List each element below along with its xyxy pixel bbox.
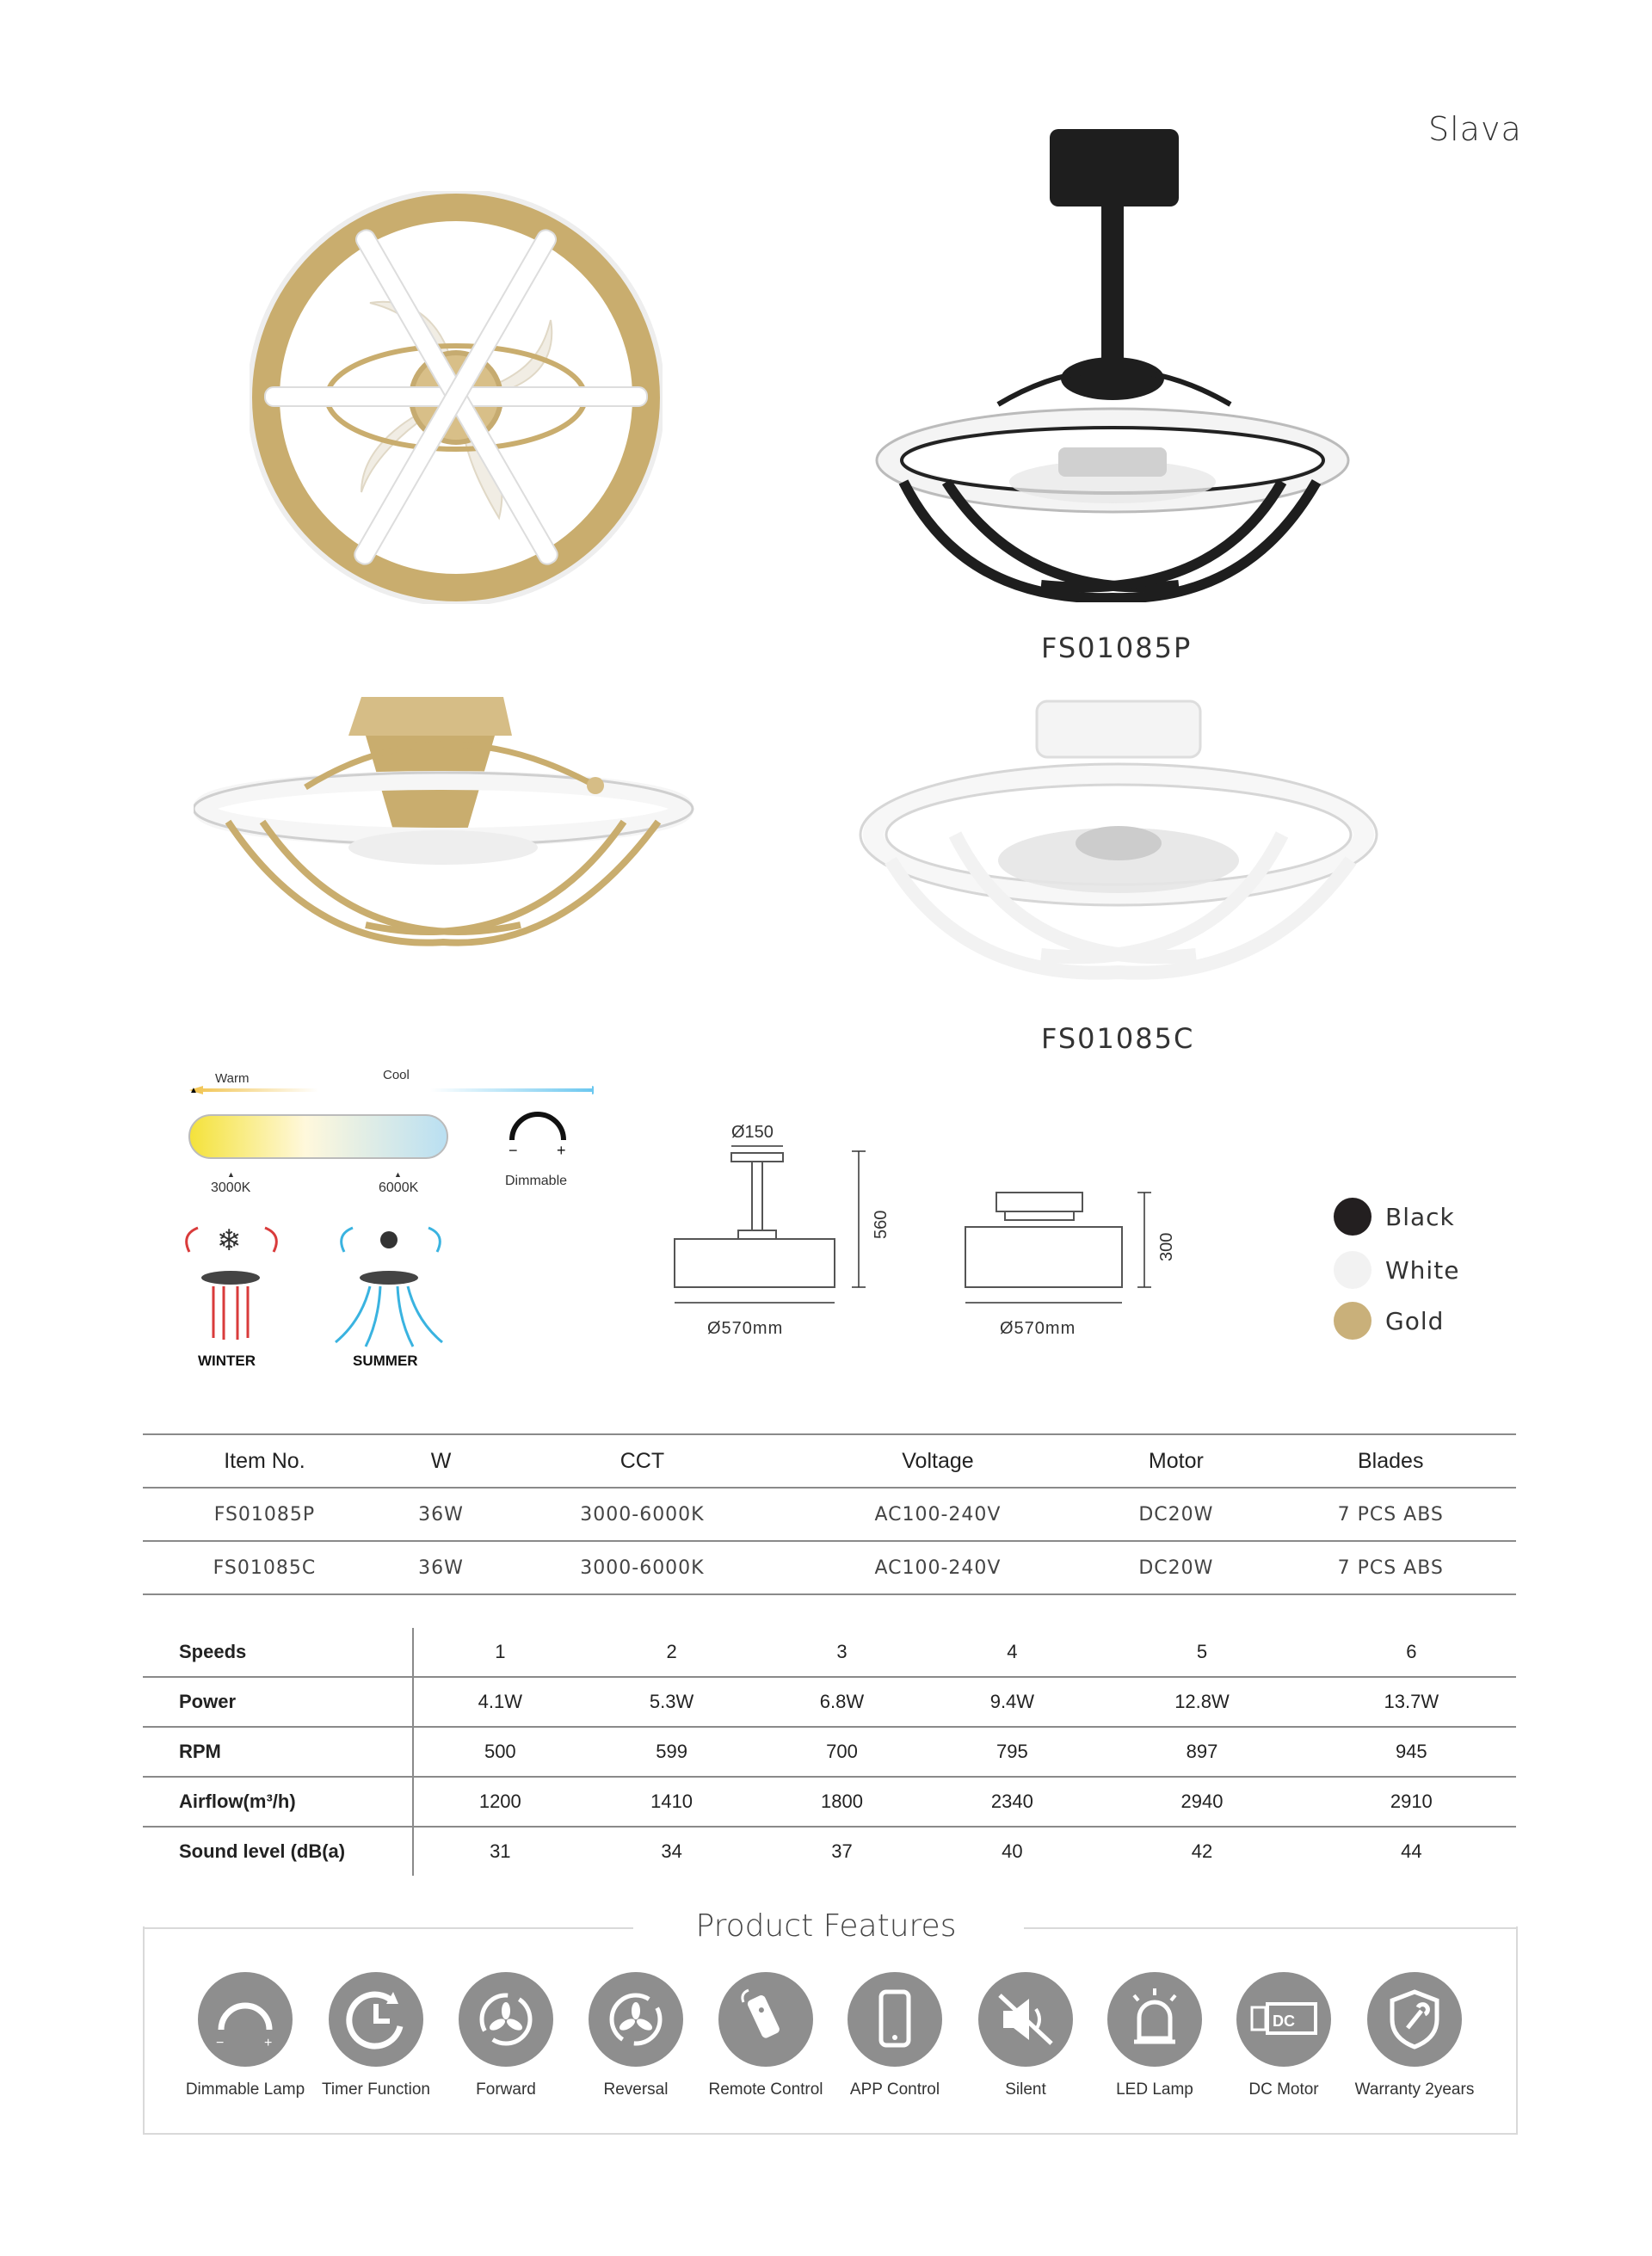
silent-icon [991,1985,1060,2054]
svg-text:❄: ❄ [217,1224,242,1257]
svg-text:−: − [509,1142,518,1159]
row-label: Airflow(m³/h) [143,1777,413,1827]
row-label: Speeds [143,1628,413,1677]
feature-label: LED Lamp [1116,2080,1193,2099]
dimmable-label: Dimmable [505,1174,568,1188]
feature-label: Silent [1005,2080,1046,2099]
row-label: Power [143,1677,413,1727]
winter-mode-icon [172,1217,293,1372]
table-cell: 13.7W [1307,1677,1516,1727]
led-icon [1120,1985,1189,2054]
table-cell: 945 [1307,1727,1516,1777]
page-title: Slava [1428,110,1522,148]
table-cell: FS01085C [143,1541,386,1594]
ceiling-dimension-drawing [955,1179,1196,1359]
remote-icon [731,1985,800,2054]
pendant-diameter-dimension: Ø570mm [707,1319,784,1338]
feature-label: APP Control [849,2080,940,2099]
table-cell: 3 [836,1641,848,1662]
color-name: White [1385,1255,1460,1285]
timer-icon [342,1985,410,2054]
header-item-no: Item No. [143,1434,386,1488]
feature-label: Warranty 2years [1354,2080,1475,2099]
table-cell: 7 PCS ABS [1265,1488,1516,1541]
summer-label: SUMMER [353,1353,418,1369]
forward-icon [472,1985,540,2054]
table-cell: 44 [1307,1827,1516,1876]
ceiling-height-dimension: 300 [1157,1232,1176,1261]
table-cell: 5 [1196,1641,1208,1662]
table-cell: 1 [495,1641,506,1662]
table-cell: 897 [1097,1727,1306,1777]
table-cell: 34 [587,1827,757,1876]
table-cell: 599 [587,1727,757,1777]
header-voltage: Voltage [789,1434,1088,1488]
table-cell: 2910 [1307,1777,1516,1827]
feature-label: Remote Control [708,2080,823,2099]
black-pendant-fan-image [869,120,1368,602]
header-motor: Motor [1087,1434,1265,1488]
feature-label: Timer Function [322,2080,430,2099]
table-cell: 1200 [413,1777,587,1827]
table-cell: 31 [413,1827,587,1876]
table-row [143,1827,1516,1876]
gold-fan-top-view-image [250,191,663,604]
table-cell: 42 [1097,1827,1306,1876]
table-cell: 1800 [757,1777,928,1827]
features-title: Product Features [695,1908,957,1944]
header-w: W [386,1434,496,1488]
table-row [143,1488,1516,1541]
color-swatch [1334,1198,1372,1236]
feature-warranty [1346,1972,1483,2099]
feature-forward [437,1972,575,2099]
feature-dimmable-lamp [176,1972,314,2099]
spec-table-header [143,1434,1516,1488]
color-option-white [1334,1251,1459,1289]
table-cell: FS01085P [143,1488,386,1541]
color-name: Black [1385,1202,1455,1231]
summer-mode-icon [327,1217,456,1372]
table-cell: 1410 [587,1777,757,1827]
dc-motor-icon [1245,1985,1322,2054]
table-cell: 4 [1007,1641,1018,1662]
dc-badge-text: DC [1273,2013,1295,2030]
ceiling-diameter-dimension: Ø570mm [1000,1319,1076,1338]
table-cell: 795 [927,1727,1097,1777]
table-cell: 700 [757,1727,928,1777]
phone-icon [860,1985,929,2054]
color-name: Gold [1385,1306,1445,1335]
model-label-p: FS01085P [1041,632,1193,664]
table-cell: 5.3W [587,1677,757,1727]
table-cell: 6 [1406,1641,1417,1662]
color-swatch [1334,1302,1372,1340]
cct-cool-label: Cool [383,1068,410,1082]
table-cell: AC100-240V [789,1488,1088,1541]
feature-dc-motor [1215,1972,1353,2099]
color-swatch [1334,1251,1372,1289]
feature-app-control [826,1972,964,2099]
svg-text:−: − [216,2036,225,2050]
feature-silent [957,1972,1094,2099]
table-cell: 40 [927,1827,1097,1876]
table-cell: 6.8W [757,1677,928,1727]
cct-min-label: 3000K [211,1180,251,1195]
svg-text:▲: ▲ [189,1086,198,1095]
feature-reversal [567,1972,705,2099]
winter-label: WINTER [198,1353,256,1369]
table-cell: 36W [386,1541,496,1594]
table-cell: 7 PCS ABS [1265,1541,1516,1594]
color-option-gold [1334,1302,1444,1340]
table-cell: 2 [666,1641,677,1662]
svg-text:▲: ▲ [394,1170,402,1179]
cct-max-label: 6000K [379,1180,419,1195]
table-cell: DC20W [1087,1541,1265,1594]
feature-label: Dimmable Lamp [185,2080,305,2099]
dimmable-lamp-icon [211,1985,280,2054]
pendant-canopy-dimension: Ø150 [731,1123,774,1142]
table-row [143,1777,1516,1827]
table-cell: 3000-6000K [496,1541,788,1594]
table-cell: 36W [386,1488,496,1541]
table-cell: 3000-6000K [496,1488,788,1541]
gold-ceiling-fan-image [194,684,710,959]
table-cell: 500 [413,1727,587,1777]
header-blades: Blades [1265,1434,1516,1488]
feature-led-lamp [1086,1972,1224,2099]
speed-table [143,1628,1516,1876]
row-label: Sound level (dB(a) [143,1827,413,1876]
svg-text:+: + [557,1142,566,1159]
feature-label: Forward [476,2080,536,2099]
spec-table [143,1433,1516,1595]
cct-warm-label: Warm [215,1071,250,1086]
table-cell: AC100-240V [789,1541,1088,1594]
table-cell: 2940 [1097,1777,1306,1827]
pendant-height-dimension: 560 [872,1210,891,1239]
feature-timer [307,1972,445,2099]
warranty-icon [1380,1985,1449,2054]
table-row [143,1541,1516,1594]
table-cell: 4.1W [413,1677,587,1727]
table-cell: 2340 [927,1777,1097,1827]
table-cell: DC20W [1087,1488,1265,1541]
row-label: RPM [143,1727,413,1777]
reversal-icon [601,1985,670,2054]
table-cell: 37 [757,1827,928,1876]
feature-label: DC Motor [1248,2080,1319,2099]
model-label-c: FS01085C [1041,1022,1195,1055]
feature-remote-control [697,1972,835,2099]
table-row [143,1677,1516,1727]
table-row [143,1628,1516,1677]
table-cell: 9.4W [927,1677,1097,1727]
white-ceiling-fan-image [852,688,1385,981]
table-row [143,1727,1516,1777]
dimmable-icon [495,1106,598,1192]
feature-label: Reversal [603,2080,669,2099]
header-cct: CCT [496,1434,788,1488]
svg-text:+: + [264,2036,273,2050]
color-option-black [1334,1198,1455,1236]
svg-text:▲: ▲ [227,1170,235,1179]
table-cell: 12.8W [1097,1677,1306,1727]
pendant-dimension-drawing [663,1119,903,1359]
